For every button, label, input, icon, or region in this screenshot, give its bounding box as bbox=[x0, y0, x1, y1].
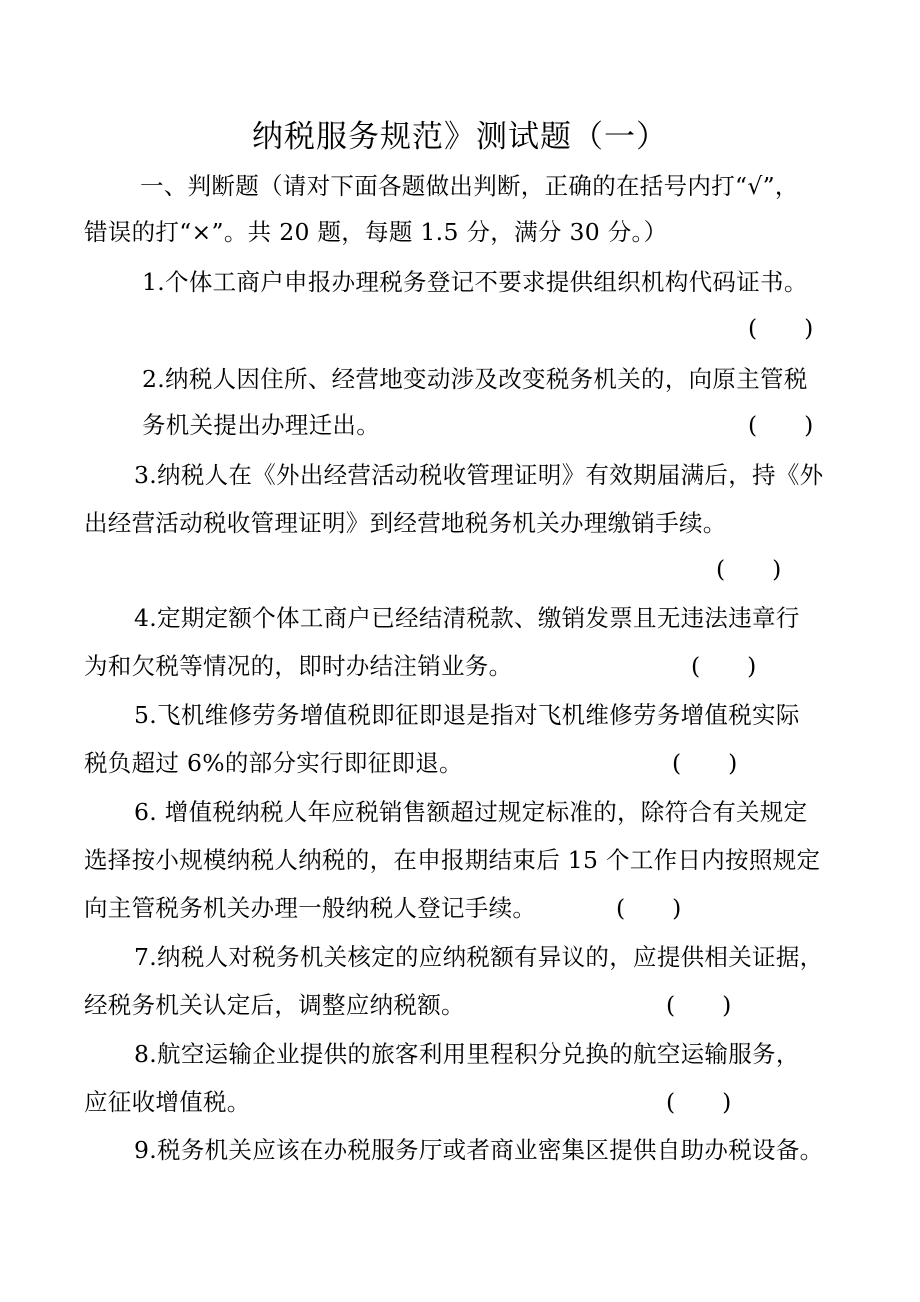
question-8-line-1: 8.航空运输企业提供的旅客利用里程积分兑换的航空运输服务， bbox=[134, 1040, 800, 1068]
question-2-line-2: 务机关提出办理迁出。 bbox=[142, 411, 380, 439]
question-7-line-2: 经税务机关认定后，调整应纳税额。 bbox=[84, 991, 465, 1019]
question-5-answer-bracket[interactable]: ( ) bbox=[672, 749, 738, 777]
question-4-answer-bracket[interactable]: ( ) bbox=[691, 652, 757, 680]
question-7-line-1: 7.纳税人对税务机关核定的应纳税额有异议的，应提供相关证据， bbox=[134, 943, 824, 971]
page-title: 纳税服务规范》测试题（一） bbox=[252, 119, 668, 155]
question-1-answer-bracket[interactable]: ( ) bbox=[748, 314, 814, 342]
question-6-line-2: 选择按小规模纳税人纳税的，在申报期结束后 15 个工作日内按照规定 bbox=[84, 846, 821, 874]
question-6-line-1: 6. 增值税纳税人年应税销售额超过规定标准的，除符合有关规定 bbox=[134, 798, 808, 826]
question-7-answer-bracket[interactable]: ( ) bbox=[666, 991, 732, 1019]
question-1-line-1: 1.个体工商户申报办理税务登记不要求提供组织机构代码证书。 bbox=[142, 268, 808, 296]
question-2-answer-bracket[interactable]: ( ) bbox=[748, 411, 814, 439]
question-3-line-2: 出经营活动税收管理证明》到经营地税务机关办理缴销手续。 bbox=[84, 509, 727, 537]
question-3-line-1: 3.纳税人在《外出经营活动税收管理证明》有效期届满后，持《外 bbox=[134, 461, 824, 489]
question-5-line-2: 税负超过 6%的部分实行即征即退。 bbox=[84, 749, 463, 777]
question-2-line-1: 2.纳税人因住所、经营地变动涉及改变税务机关的，向原主管税 bbox=[142, 365, 808, 393]
question-6-answer-bracket[interactable]: ( ) bbox=[616, 894, 682, 922]
instructions-line-1: 一、判断题（请对下面各题做出判断，正确的在括号内打“√”， bbox=[140, 172, 799, 200]
question-5-line-1: 5.飞机维修劳务增值税即征即退是指对飞机维修劳务增值税实际 bbox=[134, 701, 800, 729]
question-6-line-3: 向主管税务机关办理一般纳税人登记手续。 bbox=[84, 894, 537, 922]
question-9-line-1: 9.税务机关应该在办税服务厅或者商业密集区提供自助办税设备。 bbox=[134, 1136, 824, 1164]
instructions-line-2: 错误的打“×”。共 20 题，每题 1.5 分，满分 30 分。） bbox=[84, 218, 668, 246]
question-3-answer-bracket[interactable]: ( ) bbox=[716, 555, 782, 583]
question-4-line-1: 4.定期定额个体工商户已经结清税款、缴销发票且无违法违章行 bbox=[134, 604, 800, 632]
question-8-line-2: 应征收增值税。 bbox=[84, 1088, 251, 1116]
question-4-line-2: 为和欠税等情况的，即时办结注销业务。 bbox=[84, 652, 513, 680]
question-8-answer-bracket[interactable]: ( ) bbox=[666, 1088, 732, 1116]
